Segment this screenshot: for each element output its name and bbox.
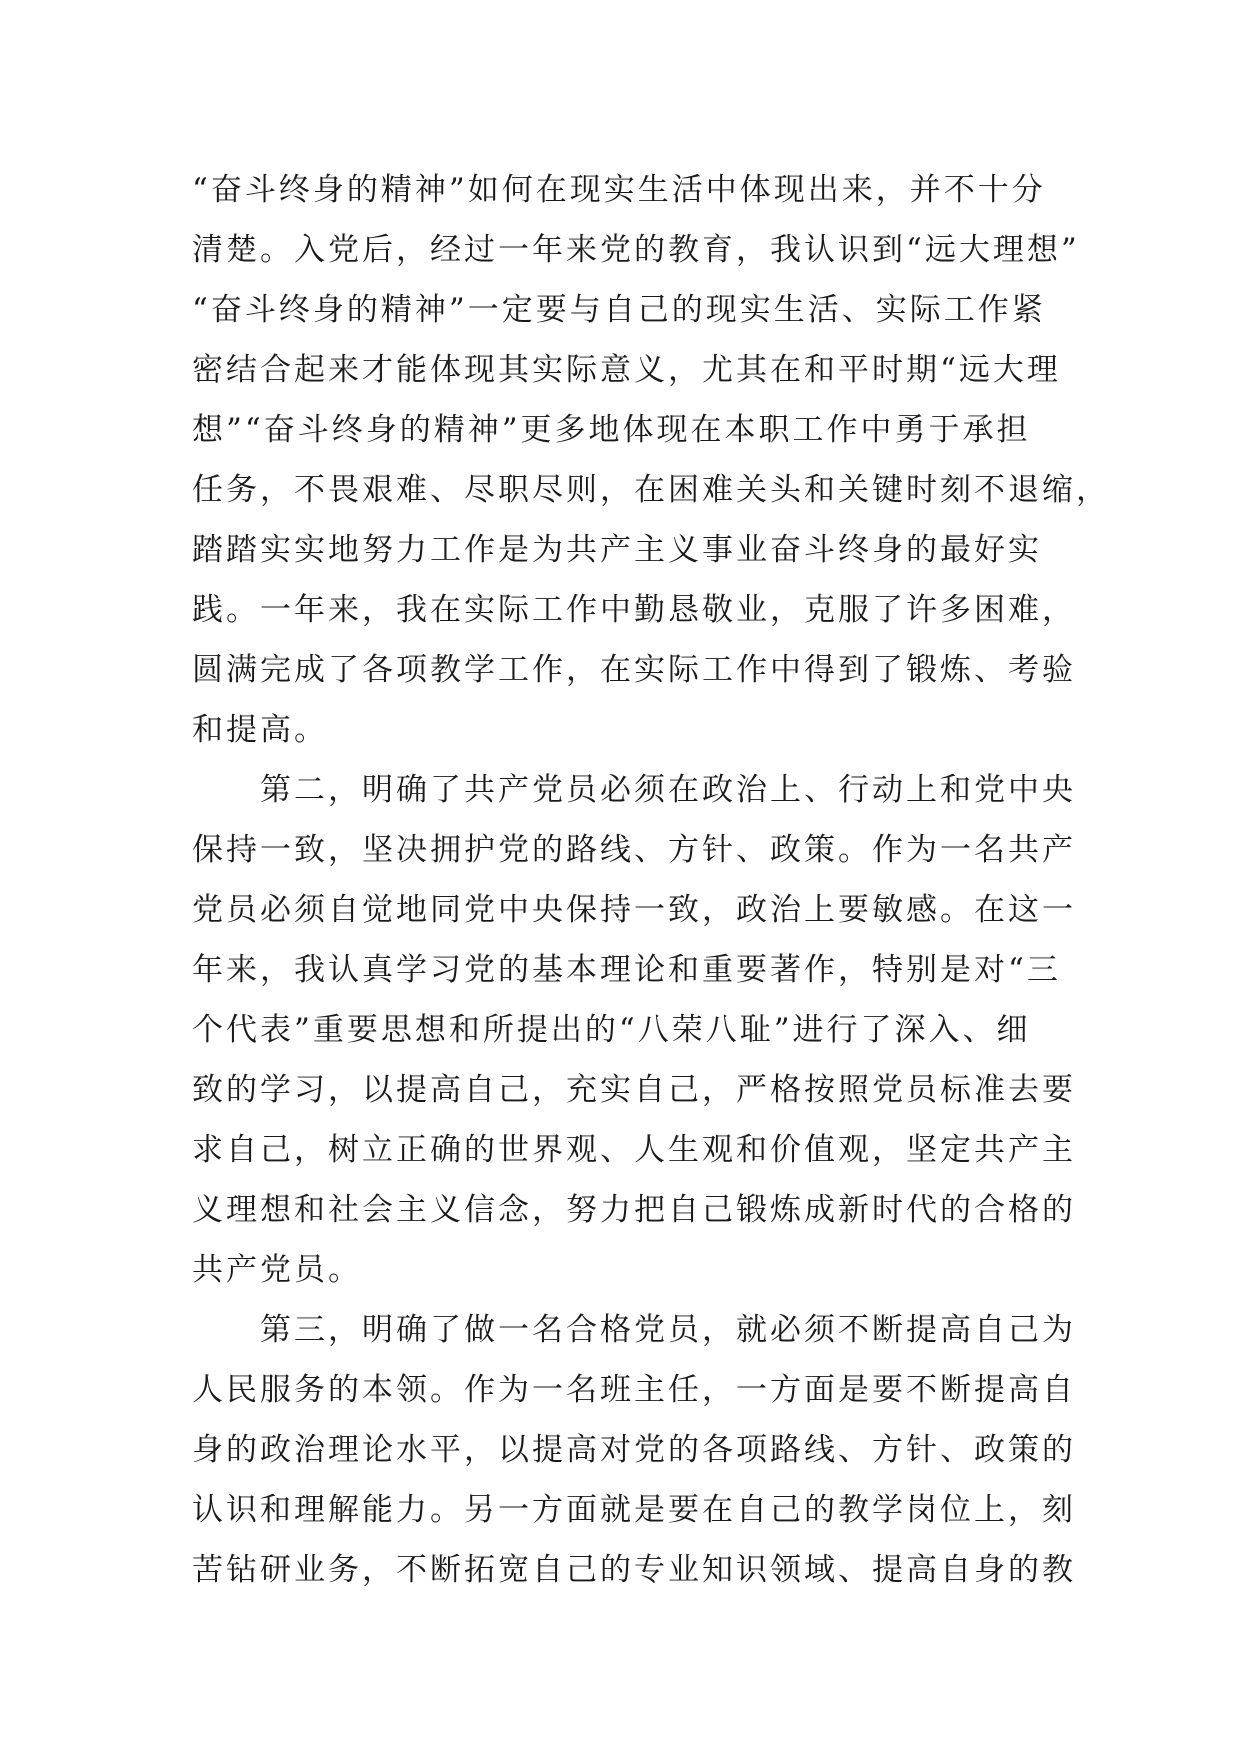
text-line: 义理想和社会主义信念，努力把自己锻炼成新时代的合格的 <box>192 1192 1076 1228</box>
text-line: 人民服务的本领。作为一名班主任，一方面是要不断提高自 <box>192 1372 1076 1408</box>
text-line: 清楚。入党后，经过一年来党的教育，我认识到“远大理想” <box>192 232 1080 268</box>
text-line: “奋斗终身的精神”如何在现实生活中体现出来，并不十分 <box>192 172 1046 208</box>
text-line: 想”“奋斗终身的精神”更多地体现在本职工作中勇于承担 <box>192 412 1031 448</box>
text-line: 密结合起来才能体现其实际意义，尤其在和平时期“远大理 <box>192 352 1061 388</box>
document-body <box>192 160 1110 1600</box>
text-line: 致的学习，以提高自己，充实自己，严格按照党员标准去要 <box>192 1072 1076 1108</box>
text-line: 践。一年来，我在实际工作中勤恳敬业，克服了许多困难， <box>192 592 1076 628</box>
text-line: 认识和理解能力。另一方面就是要在自己的教学岗位上，刻 <box>192 1492 1076 1528</box>
text-line: 求自己，树立正确的世界观、人生观和价值观，坚定共产主 <box>192 1132 1076 1168</box>
text-line: 年来，我认真学习党的基本理论和重要著作，特别是对“三 <box>192 952 1061 988</box>
text-line: 个代表”重要思想和所提出的“八荣八耻”进行了深入、细 <box>192 1012 1031 1048</box>
text-line: 踏踏实实地努力工作是为共产主义事业奋斗终身的最好实 <box>192 532 1042 568</box>
text-line: 身的政治理论水平，以提高对党的各项路线、方针、政策的 <box>192 1432 1076 1468</box>
text-line: 保持一致，坚决拥护党的路线、方针、政策。作为一名共产 <box>192 832 1076 868</box>
text-line: 和提高。 <box>192 712 328 748</box>
paragraph-start-line: 第三，明确了做一名合格党员，就必须不断提高自己为 <box>192 1312 1076 1348</box>
text-line: 苦钻研业务，不断拓宽自己的专业知识领域、提高自身的教 <box>192 1552 1076 1588</box>
text-line: “奋斗终身的精神”一定要与自己的现实生活、实际工作紧 <box>192 292 1046 328</box>
text-line: 任务，不畏艰难、尽职尽则，在困难关头和关键时刻不退缩， <box>192 472 1110 508</box>
paragraph-start-line: 第二，明确了共产党员必须在政治上、行动上和党中央 <box>192 772 1076 808</box>
text-line: 圆满完成了各项教学工作，在实际工作中得到了锻炼、考验 <box>192 652 1076 688</box>
text-line: 党员必须自觉地同党中央保持一致，政治上要敏感。在这一 <box>192 892 1076 928</box>
text-line: 共产党员。 <box>192 1252 362 1288</box>
